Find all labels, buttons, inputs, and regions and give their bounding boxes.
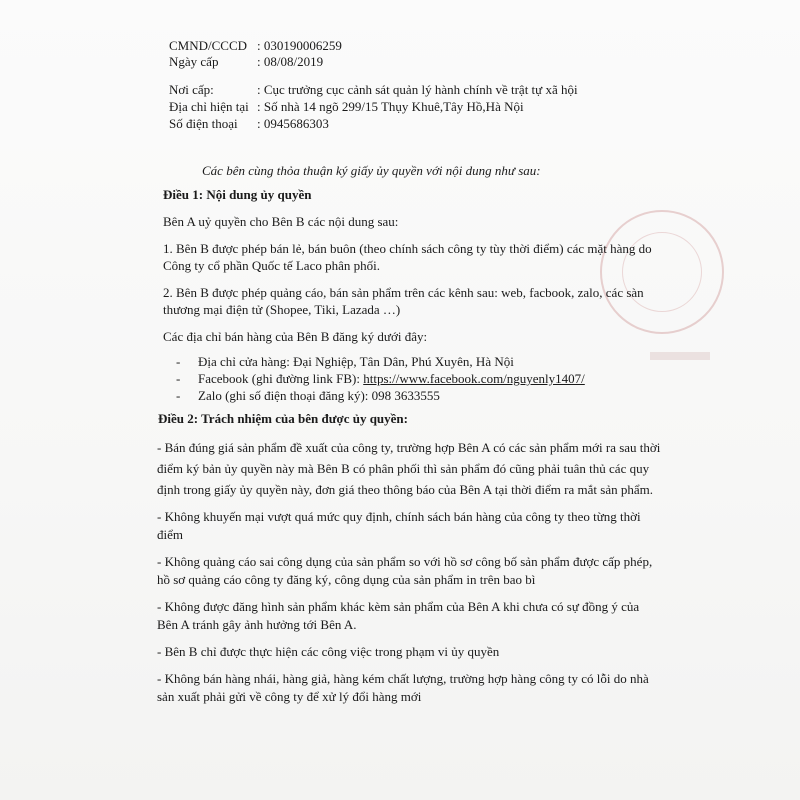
intro-text: Các bên cùng thỏa thuận ký giấy ủy quyền với nội dung như sau: <box>202 163 541 178</box>
address-value: : Số nhà 14 ngõ 299/15 Thụy Khuê,Tây Hồ,Hà Nội <box>257 99 524 114</box>
article1-item1-line2: Công ty cổ phần Quốc tế Laco phân phối. <box>163 258 380 273</box>
article1-lead: Bên A uỷ quyền cho Bên B các nội dung sau: <box>163 214 399 229</box>
article2-p4-line1: - Không được đăng hình sản phẩm khác kèm sản phẩm của Bên A khi chưa có sự đồng ý của <box>157 599 640 614</box>
address-item-zalo <box>176 388 440 404</box>
cmnd-label: CMND/CCCD <box>169 38 248 53</box>
issue-place-row <box>169 82 578 98</box>
article2-p3-line2: hồ sơ quảng cáo công ty đăng ký, công dụng của sản phẩm in trên bao bì <box>157 572 536 587</box>
article2-p2-line2: điểm <box>157 527 183 542</box>
store-address-text: Địa chỉ cửa hàng: Đại Nghiệp, Tân Dân, Phú Xuyên, Hà Nội <box>198 354 514 369</box>
article1-title: Điều 1: Nội dung ủy quyền <box>163 187 312 202</box>
address-item-store <box>176 354 514 370</box>
phone-row <box>169 116 329 132</box>
issue-date-value: : 08/08/2019 <box>257 54 324 69</box>
bullet-dash: - <box>176 354 181 369</box>
cmnd-row <box>169 38 342 54</box>
article1-item1-line1: 1. Bên B được phép bán lẻ, bán buôn (theo chính sách công ty tùy thời điểm) các mặt hàng do <box>163 241 652 256</box>
article2-p1-line1: - Bán đúng giá sản phẩm đề xuất của công ty, trường hợp Bên A có các sản phẩm mới ra sau thời <box>157 440 661 455</box>
phone-value: : 0945686303 <box>257 116 329 131</box>
facebook-label: Facebook (ghi đường link FB): <box>198 371 364 386</box>
address-item-facebook <box>176 371 585 387</box>
article2-p1-line3: định trong giấy ủy quyền này, đơn giá theo thông báo của Bên A tại thời điểm ra mắt sản phẩm. <box>157 482 653 497</box>
addresses-lead: Các địa chỉ bán hàng của Bên B đăng ký dưới đây: <box>163 329 428 344</box>
phone-label: Số điện thoại <box>169 116 238 131</box>
faded-mark <box>650 352 710 360</box>
issue-place-label: Nơi cấp: <box>169 82 214 97</box>
issue-place-value: : Cục trưởng cục cảnh sát quản lý hành chính về trật tự xã hội <box>257 82 578 97</box>
article2-p4-line2: Bên A tránh gây ảnh hưởng tới Bên A. <box>157 617 357 632</box>
bullet-dash: - <box>176 371 181 386</box>
article2-p2-line1: - Không khuyến mại vượt quá mức quy định, chính sách bán hàng của công ty theo từng thời <box>157 509 641 524</box>
article2-p6-line2: sản xuất phải gửi về công ty để xử lý đổi hàng mới <box>157 689 422 704</box>
facebook-link[interactable]: https://www.facebook.com/nguyenly1407/ <box>363 371 585 386</box>
bullet-dash: - <box>176 388 181 403</box>
article2-p6-line1: - Không bán hàng nhái, hàng giả, hàng kém chất lượng, trường hợp hàng công ty có lỗi do nhà <box>157 671 649 686</box>
address-row <box>169 99 524 115</box>
article2-p1-line2: điểm ký bản ủy quyền này mà Bên B có phân phối thì sản phẩm đó cũng phải tuân thủ các quy <box>157 461 650 476</box>
cmnd-value: : 030190006259 <box>257 38 342 53</box>
issue-date-label: Ngày cấp <box>169 54 219 69</box>
article2-title: Điều 2: Trách nhiệm của bên được ủy quyền: <box>158 411 408 426</box>
article2-p5-line1: - Bên B chỉ được thực hiện các công việc trong phạm vi ủy quyền <box>157 644 500 659</box>
article1-item2-line1: 2. Bên B được phép quảng cáo, bán sản phẩm trên các kênh sau: web, facbook, zalo, các sàn <box>163 285 644 300</box>
address-label: Địa chỉ hiện tại <box>169 99 249 114</box>
article1-item2-line2: thương mại điện tử (Shopee, Tiki, Lazada …) <box>163 302 401 317</box>
faded-stamp <box>600 210 724 334</box>
zalo-text: Zalo (ghi số điện thoại đăng ký): 098 3633555 <box>198 388 440 403</box>
issue-date-row <box>169 54 323 70</box>
article2-p3-line1: - Không quảng cáo sai công dụng của sản phẩm so với hồ sơ công bố sản phẩm được cấp phép, <box>157 554 653 569</box>
